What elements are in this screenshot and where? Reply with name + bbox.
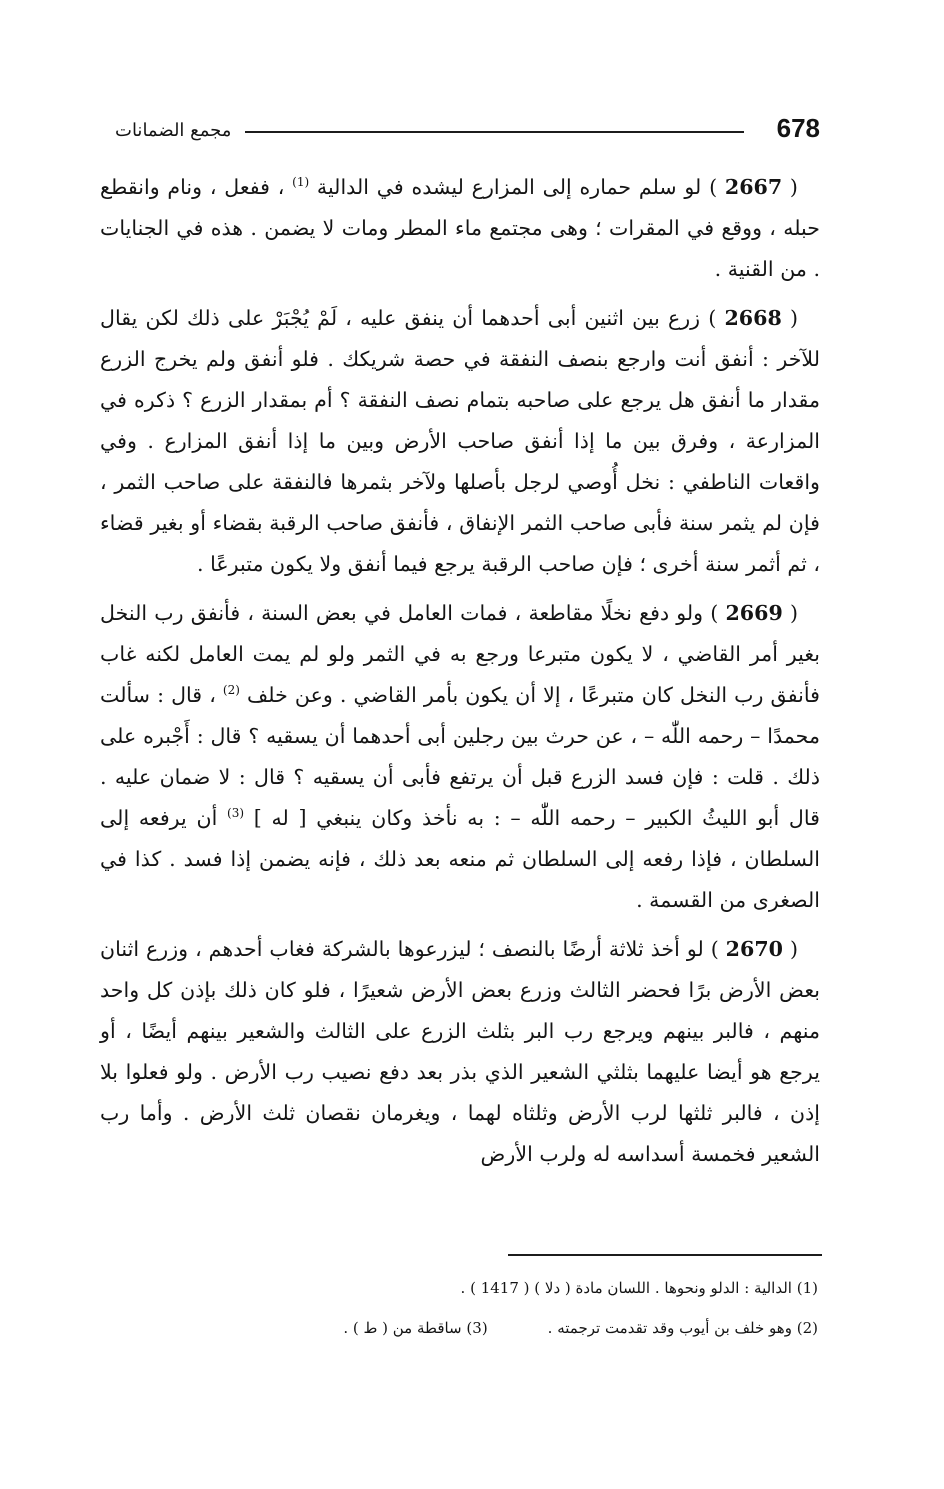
footnote-separator <box>508 1254 822 1256</box>
paragraph-2668: ( 2668 ) زرع بين اثنين أبى أحدهما أن ينفق عليه ، لَمْ يُجْبَرْ على ذلك لكن يقال للآخر : أنفق أنت وارجع بنصف النفقة في حصة شريكك . فلو أنفق ولم يخرج الزرع مقدار ما أنفق هل يرجع على صاحبه بتمام نصف النفقة ؟ أم بمقدار الزرع ؟ ذكره في المزارعة ، وفرق بين ما إذا أنفق صاحب الأرض وبين ما إذا أنفق المزارع . وفي واقعات الناطفي : نخل أُوصي لرجل بأصلها ولآخر بثمرها فالنفقة على صاحب الثمر ، فإن لم يثمر سنة فأبى صاحب الثمر الإنفاق ، فأنفق صاحب الرقبة بقضاء أو بغير قضاء ، ثم أثمر سنة أخرى ؛ فإن صاحب الرقبة يرجع فيما أنفق ولا يكون متبرعًا . <box>100 306 820 576</box>
running-title: مجمع الضمانات <box>115 120 232 141</box>
footnote-text: ساقطة من ( ط ) . <box>343 1319 462 1337</box>
paragraph-number: 2667 <box>724 175 783 199</box>
paragraph-text: ، قال : سألت محمدًا – رحمه اللّٰه – ، عن حرث بين رجلين أبى أحدهما أن يسقيه ؟ قال : أَجْبره على ذلك . قلت : فإن فسد الزرع قبل أن يرتفع فأبى أن يسقيه ؟ قال : لا ضمان عليه . قال أبو الليثُ الكبير – رحمه اللّٰه – : به نأخذ وكان ينبغي [ له ] <box>100 683 820 830</box>
paragraph-2669: ( 2669 ) ولو دفع نخلًا مقاطعة ، فمات العامل في بعض السنة ، فأنفق رب النخل بغير أمر القاضي ، لا يكون متبرعا ورجع به في الثمر ولو لم يمت العامل لكنه غاب فأنفق رب النخل كان متبرعًا ، إلا أن يكون بأمر القاضي . وعن خلف $^{(2)}$ ، قال : سألت محمدًا – رحمه اللّٰه – ، عن حرث بين رجلين أبى أحدهما أن يسقيه ؟ قال : أَجْبره على ذلك . قلت : فإن فسد الزرع قبل أن يرتفع فأبى أن يسقيه ؟ قال : لا ضمان عليه . قال أبو الليثُ الكبير – رحمه اللّٰه – : به نأخذ وكان ينبغي [ له ] $^{(3)}$ أن يرفعه إلى السلطان ، فإذا رفعه إلى السلطان ثم منعه بعد ذلك ، فإنه يضمن إذا فسد . كذا في الصغرى من القسمة . <box>100 601 820 912</box>
paragraph-text: ولو دفع نخلًا مقاطعة ، فمات العامل في بعض السنة ، فأنفق رب النخل بغير أمر القاضي ، لا يكون متبرعا ورجع به في الثمر ولو لم يمت العامل لكنه غاب فأنفق رب النخل كان متبرعًا ، إلا أن يكون بأمر القاضي . وعن خلف <box>100 601 820 707</box>
footnote-text: وهو خلف بن أيوب وقد تقدمت ترجمته . <box>547 1319 792 1337</box>
main-text <box>100 167 820 1183</box>
paragraph-2667: ( 2667 ) لو سلم حماره إلى المزارع ليشده في الدالية $^{(1)}$ ، ففعل ، ونام وانقطع حبله ، ووقع في المقرات ؛ وهى مجتمع ماء المطر ومات لا يضمن . هذه في الجنايات . من القنية . <box>100 175 820 281</box>
footnote-line-2 <box>190 1308 822 1348</box>
paragraph-text: لو سلم حماره إلى المزارع ليشده في الدالية <box>309 175 702 199</box>
paragraph-number: 2668 <box>724 306 782 330</box>
footnote-number: (1) <box>796 1279 818 1297</box>
footnote-text: الدالية : الدلو ونحوها . اللسان مادة ( دلا ) ( 1417 ) . <box>460 1279 792 1297</box>
footnote-ref: (3) <box>227 806 245 821</box>
paragraph-text: لو أخذ ثلاثة أرضًا بالنصف ؛ ليزرعوها بالشركة فغاب أحدهم ، وزرع اثنان بعض الأرض برًا فحضر الثالث وزرع بعض الأرض شعيرًا ، فلو كان ذلك بإذن كل واحد منهم ، فالبر بينهم ويرجع رب البر بثلث الزرع على الثالث والشعير بينهم أيضًا ، أو يرجع هو أيضا عليهما بثلثي الشعير الذي بذر بعد دفع نصيب رب الأرض . ولو فعلوا بلا إذن ، فالبر ثلثها لرب الأرض وثلثاه لهما ، ويغرمان نقصان ثلث الأرض . وأما رب الشعير فخمسة أسداسه له ولرب الأرض <box>100 937 820 1166</box>
paragraph-number: 2669 <box>725 601 783 625</box>
page-number: 678 <box>776 113 820 143</box>
footnotes <box>190 1268 822 1348</box>
footnote-number: (2) <box>796 1319 818 1337</box>
header-rule <box>245 131 744 133</box>
footnote-ref: (2) <box>222 683 240 698</box>
footnote-1 <box>190 1268 822 1308</box>
paragraph-text: زرع بين اثنين أبى أحدهما أن ينفق عليه ، لَمْ يُجْبَرْ على ذلك لكن يقال للآخر : أنفق أنت وارجع بنصف النفقة في حصة شريكك . فلو أنفق ولم يخرج الزرع مقدار ما أنفق هل يرجع على صاحبه بتمام نصف النفقة ؟ أم بمقدار الزرع ؟ ذكره في المزارعة ، وفرق بين ما إذا أنفق صاحب الأرض وبين ما إذا أنفق المزارع . وفي واقعات الناطفي : نخل أُوصي لرجل بأصلها ولآخر بثمرها فالنفقة على صاحب الثمر ، فإن لم يثمر سنة فأبى صاحب الثمر الإنفاق ، فأنفق صاحب الرقبة بقضاء أو بغير قضاء ، ثم أثمر سنة أخرى ؛ فإن صاحب الرقبة يرجع فيما أنفق ولا يكون متبرعًا . <box>100 306 820 576</box>
paragraph-text: أن يرفعه إلى السلطان ، فإذا رفعه إلى السلطان ثم منعه بعد ذلك ، فإنه يضمن إذا فسد . كذا في الصغرى من القسمة . <box>100 806 820 912</box>
paragraph-2670: ( 2670 ) لو أخذ ثلاثة أرضًا بالنصف ؛ ليزرعوها بالشركة فغاب أحدهم ، وزرع اثنان بعض الأرض برًا فحضر الثالث وزرع بعض الأرض شعيرًا ، فلو كان ذلك بإذن كل واحد منهم ، فالبر بينهم ويرجع رب البر بثلث الزرع على الثالث والشعير بينهم أيضًا ، أو يرجع هو أيضا عليهما بثلثي الشعير الذي بذر بعد دفع نصيب رب الأرض . ولو فعلوا بلا إذن ، فالبر ثلثها لرب الأرض وثلثاه لهما ، ويغرمان نقصان ثلث الأرض . وأما رب الشعير فخمسة أسداسه له ولرب الأرض <box>100 937 820 1166</box>
page-header <box>115 112 820 148</box>
paragraph-number: 2670 <box>725 937 783 961</box>
footnote-number: (3) <box>466 1319 488 1337</box>
footnote-ref: (1) <box>292 175 310 190</box>
paragraph-text: ، ففعل ، ونام وانقطع حبله ، ووقع في المقرات ؛ وهى مجتمع ماء المطر ومات لا يضمن . هذه في الجنايات . من القنية . <box>100 175 820 281</box>
